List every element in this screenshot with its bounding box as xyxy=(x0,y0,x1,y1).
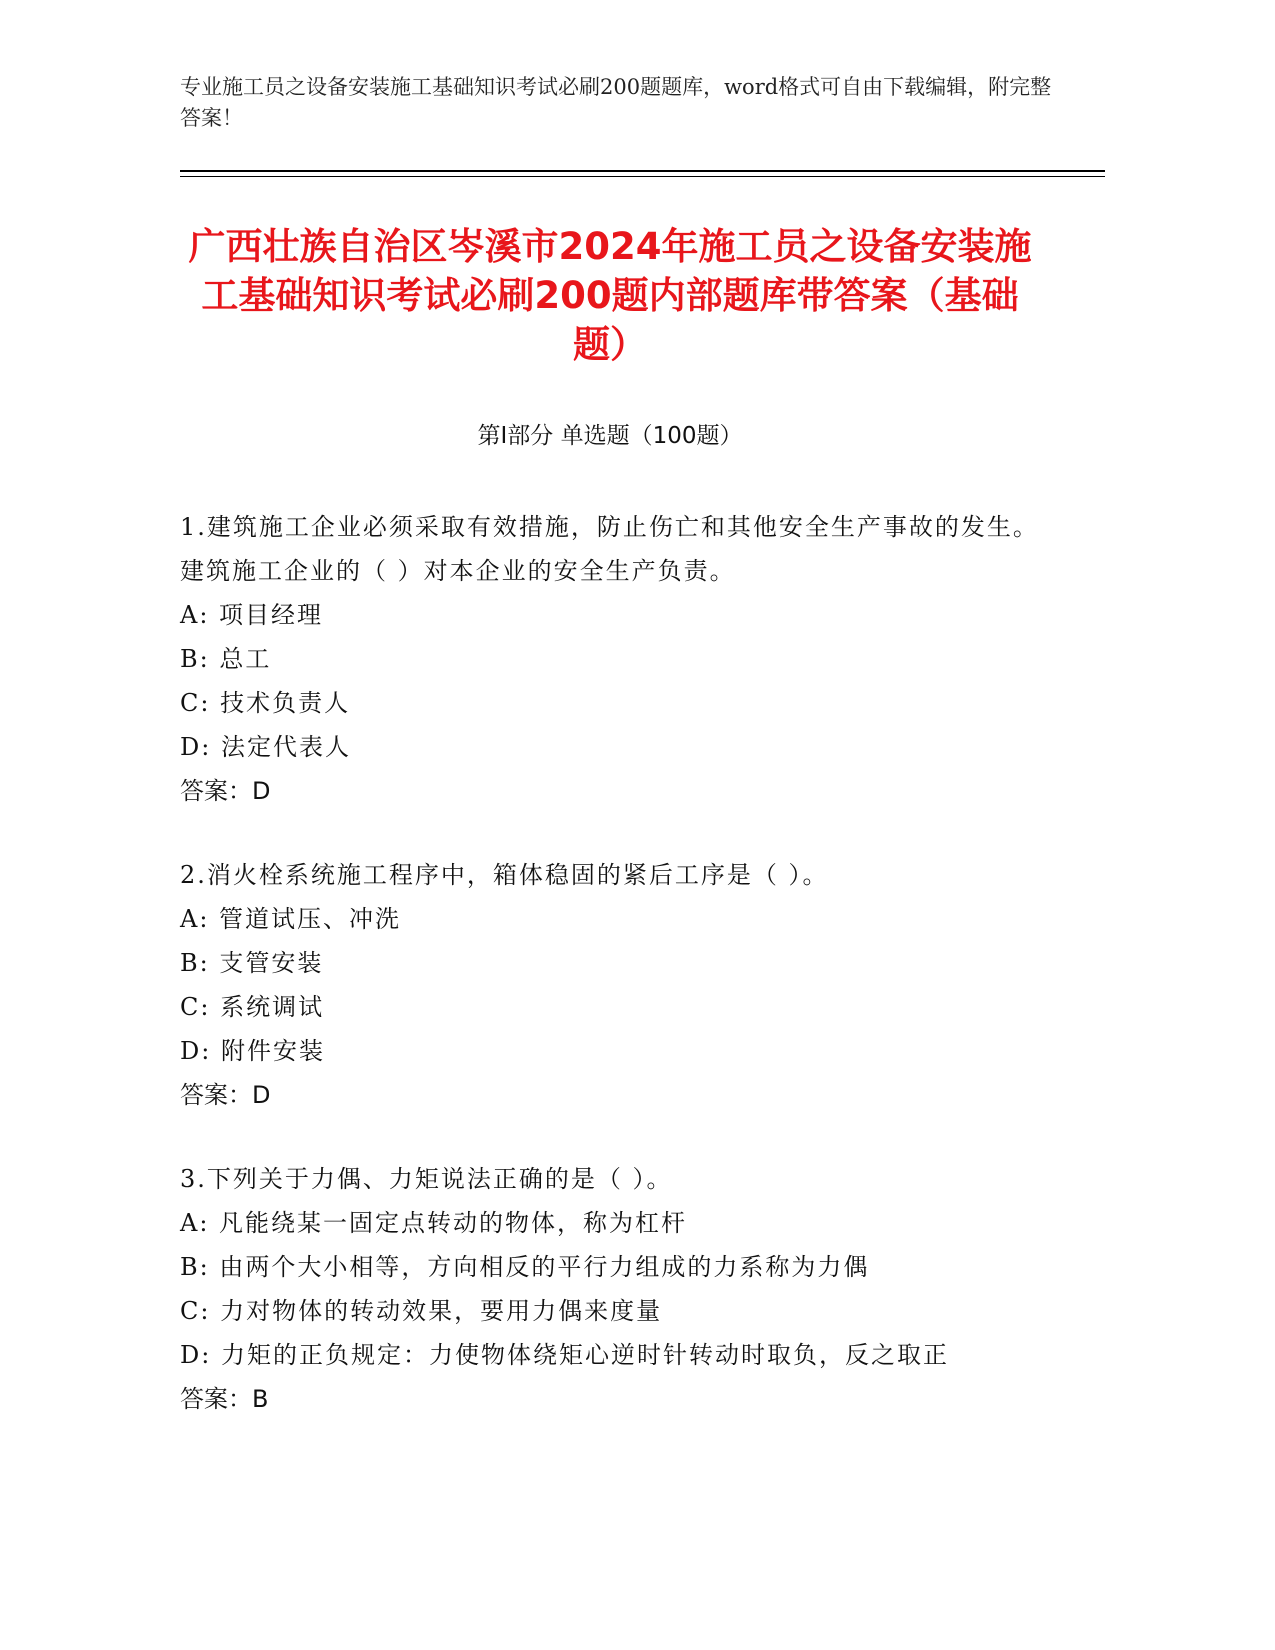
question-3 xyxy=(180,1157,1060,1421)
option-a: A: 项目经理 xyxy=(180,601,324,629)
answer: 答案：D xyxy=(180,1081,271,1109)
option-c: C: 技术负责人 xyxy=(180,689,351,717)
answer: 答案：B xyxy=(180,1385,269,1413)
question-2 xyxy=(180,853,1060,1117)
question-stem: 2.消火栓系统施工程序中，箱体稳固的紧后工序是（ ）。 xyxy=(180,861,829,889)
option-c: C: 力对物体的转动效果，要用力偶来度量 xyxy=(180,1297,663,1325)
answer: 答案：D xyxy=(180,777,271,805)
document-title: 广西壮族自治区岑溪市2024年施工员之设备安装施工基础知识考试必刷200题内部题库带答案（基础题） xyxy=(188,225,1032,366)
header-rule-thin xyxy=(180,176,1105,177)
option-d: D: 力矩的正负规定：力使物体绕矩心逆时针转动时取负，反之取正 xyxy=(180,1341,949,1369)
header-note: 专业施工员之设备安装施工基础知识考试必刷200题题库，word格式可自由下载编辑，附完整答案！ xyxy=(180,75,1052,130)
option-c: C: 系统调试 xyxy=(180,993,325,1021)
question-1 xyxy=(180,505,1060,813)
question-stem: 3.下列关于力偶、力矩说法正确的是（ ）。 xyxy=(180,1165,673,1193)
option-a: A: 管道试压、冲洗 xyxy=(180,905,402,933)
header-rule-thick xyxy=(180,170,1105,172)
question-stem: 1.建筑施工企业必须采取有效措施，防止伤亡和其他安全生产事故的发生。建筑施工企业的（ ）对本企业的安全生产负责。 xyxy=(180,513,1039,585)
option-d: D: 法定代表人 xyxy=(180,733,351,761)
option-d: D: 附件安装 xyxy=(180,1037,325,1065)
option-b: B: 总工 xyxy=(180,645,272,673)
option-b: B: 支管安装 xyxy=(180,949,324,977)
section-title: 第I部分 单选题（100题） xyxy=(477,423,743,449)
option-a: A: 凡能绕某一固定点转动的物体，称为杠杆 xyxy=(180,1209,688,1237)
question-list xyxy=(180,505,1060,1461)
option-b: B: 由两个大小相等，方向相反的平行力组成的力系称为力偶 xyxy=(180,1253,870,1281)
